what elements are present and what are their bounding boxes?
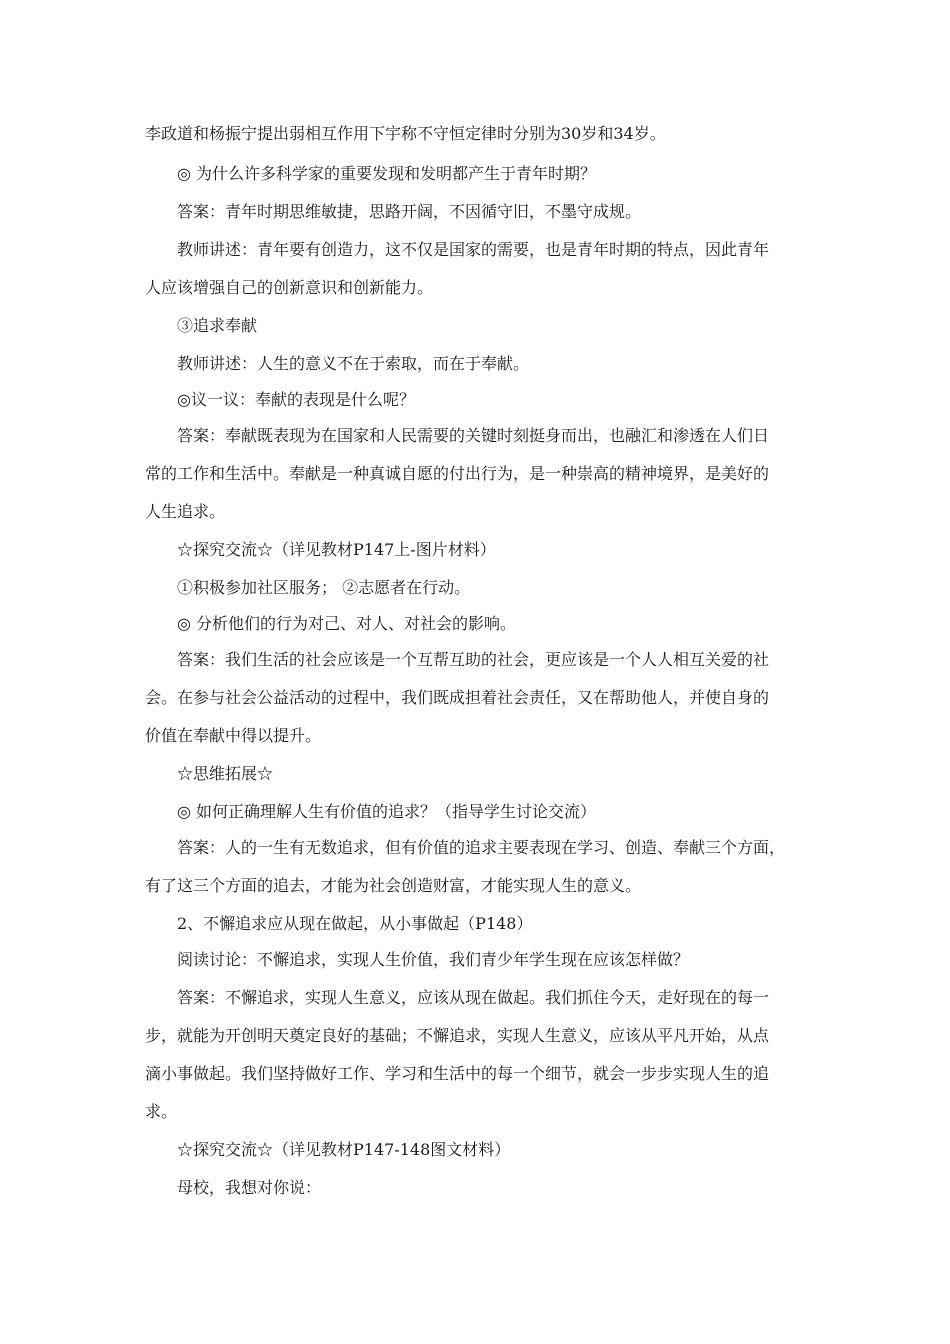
text-line: 母校，我想对你说： <box>177 1178 322 1197</box>
answer-line: 答案：青年时期思维敏捷，思路开阔，不因循守旧，不墨守成规。 <box>177 202 642 221</box>
text-line: 有了这三个方面的追去，才能为社会创造财富，才能实现人生的意义。 <box>145 876 642 895</box>
text-line: 步，就能为开创明天奠定良好的基础；不懈追求，实现人生意义，应该从平凡开始，从点 <box>145 1026 770 1045</box>
text-line: 会。在参与社会公益活动的过程中，我们既成担着社会责任，又在帮助他人，并使自身的 <box>145 688 770 707</box>
answer-line: 答案：不懈追求，实现人生意义，应该从现在做起。我们抓住今天，走好现在的每一 <box>177 988 770 1007</box>
question-line: ◎ 如何正确理解人生有价值的追求？（指导学生讨论交流） <box>177 802 597 821</box>
text-line: 阅读讨论：不懈追求，实现人生价值，我们青少年学生现在应该怎样做？ <box>177 950 690 969</box>
text-line: 人生追求。 <box>145 502 226 521</box>
question-line: ◎ 为什么许多科学家的重要发现和发明都产生于青年时期？ <box>177 164 597 183</box>
answer-line: 答案：人的一生有无数追求，但有价值的追求主要表现在学习、创造、奉献三个方面， <box>177 838 786 857</box>
text-line: 常的工作和生活中。奉献是一种真诚自愿的付出行为，是一种崇高的精神境界，是美好的 <box>145 464 770 483</box>
answer-line: 答案：我们生活的社会应该是一个互帮互助的社会，更应该是一个人人相互关爱的社 <box>177 650 770 669</box>
section-heading: ③追求奉献 <box>177 316 258 335</box>
text-line: 滴小事做起。我们坚持做好工作、学习和生活中的每一个细节，就会一步步实现人生的追 <box>145 1064 770 1083</box>
answer-line: 答案：奉献既表现为在国家和人民需要的关键时刻挺身而出，也融汇和渗透在人们日 <box>177 426 770 445</box>
text-line: 教师讲述：青年要有创造力，这不仅是国家的需要，也是青年时期的特点，因此青年 <box>177 240 770 259</box>
text-line: 教师讲述：人生的意义不在于索取，而在于奉献。 <box>177 354 530 373</box>
activity-heading: ☆探究交流☆（详见教材P147上-图片材料） <box>177 540 496 559</box>
text-line: 李政道和杨振宁提出弱相互作用下宇称不守恒定律时分别为30岁和34岁。 <box>145 124 666 143</box>
text-line: 人应该增强自己的创新意识和创新能力。 <box>145 278 434 297</box>
text-line: 价值在奉献中得以提升。 <box>145 726 322 745</box>
activity-heading: ☆探究交流☆（详见教材P147-148图文材料） <box>177 1140 511 1159</box>
activity-heading: ☆思维拓展☆ <box>177 764 274 783</box>
text-line: ①积极参加社区服务； ②志愿者在行动。 <box>177 578 471 597</box>
question-line: ◎议一议：奉献的表现是什么呢？ <box>177 390 415 409</box>
question-line: ◎ 分析他们的行为对己、对人、对社会的影响。 <box>177 614 517 633</box>
section-heading: 2、不懈追求应从现在做起，从小事做起（P148） <box>177 914 533 933</box>
text-line: 求。 <box>145 1102 178 1121</box>
